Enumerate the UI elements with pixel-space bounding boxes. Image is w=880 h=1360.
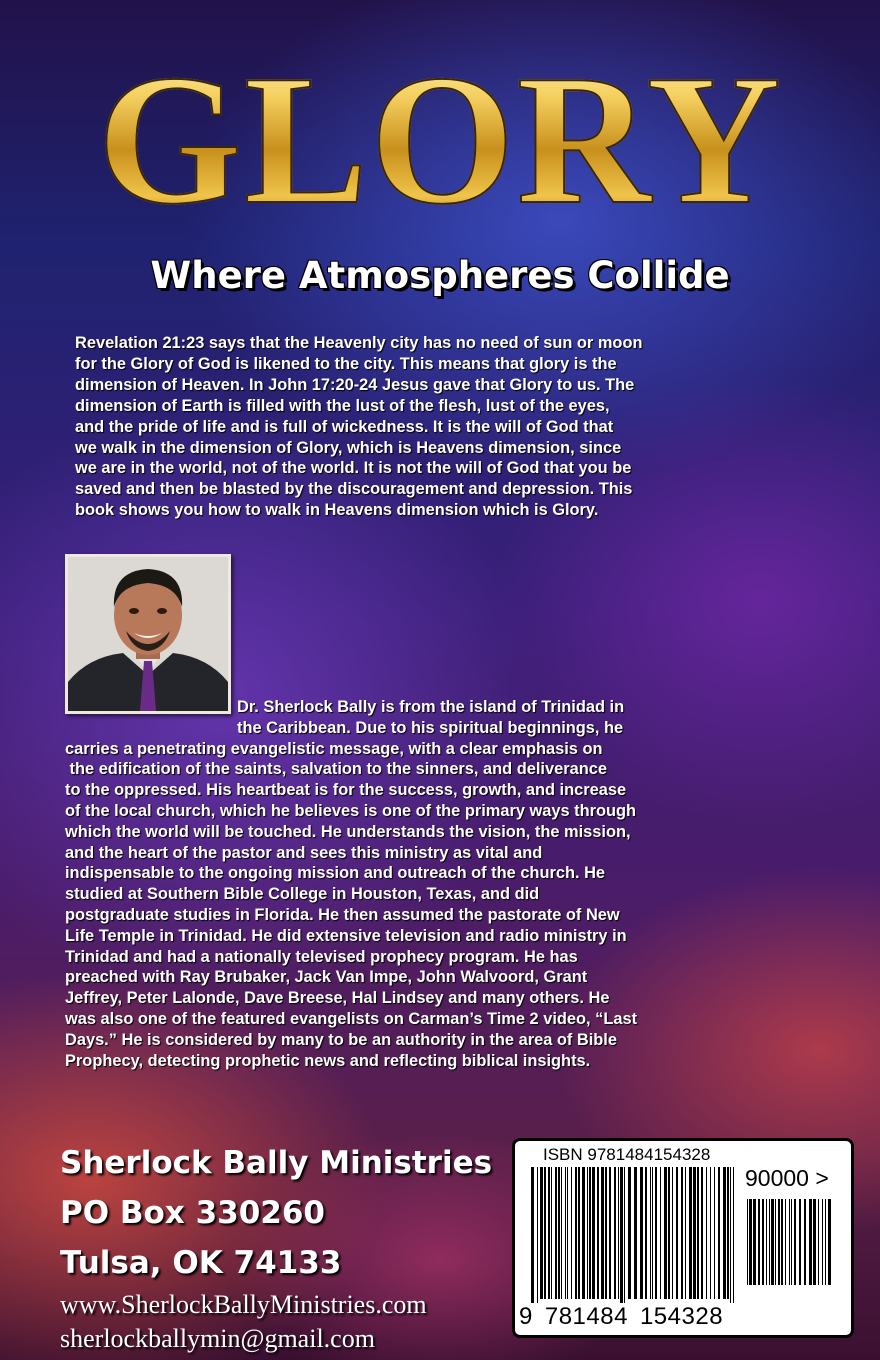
barcode-bar	[753, 1199, 756, 1285]
barcode-bar	[718, 1167, 720, 1299]
bio-line: the edification of the saints, salvation to the sinners, and deliverance	[65, 760, 607, 779]
barcode-bar	[597, 1167, 599, 1299]
barcode-bar	[733, 1167, 734, 1313]
barcode-bar	[531, 1167, 534, 1313]
barcode-bar	[601, 1167, 604, 1299]
barcode-bar	[701, 1167, 703, 1299]
description-line: and the pride of life and is full of wickedness. It is the will of God that	[75, 417, 614, 436]
barcode-bar	[697, 1167, 699, 1299]
bio-line: to the oppressed. His heartbeat is for the success, growth, and increase	[65, 781, 627, 800]
barcode-bar	[672, 1167, 673, 1299]
barcode-bar	[813, 1199, 816, 1285]
barcode-bar	[804, 1199, 806, 1285]
po-box: PO Box 330260	[60, 1195, 325, 1231]
author-photo	[65, 554, 231, 714]
website-link[interactable]: www.SherlockBallyMinistries.com	[60, 1290, 427, 1319]
barcode-digits	[519, 1303, 739, 1331]
barcode-bar	[710, 1167, 711, 1299]
barcode-bar	[685, 1167, 686, 1299]
barcode-bar	[791, 1199, 792, 1285]
barcode-bar	[762, 1199, 764, 1285]
barcode-bar	[789, 1199, 790, 1285]
description-line: dimension of Heaven. In John 17:20-24 Jesus gave that Glory to us. The	[75, 375, 635, 394]
barcode-digit-group: 154328	[639, 1303, 724, 1330]
barcode-lead-digit: 9	[519, 1303, 533, 1330]
bio-line: Jeffrey, Peter Lalonde, Dave Breese, Hal Lindsey and many others. He	[65, 989, 610, 1008]
barcode-bar	[727, 1167, 729, 1299]
barcode-bar	[628, 1167, 631, 1299]
bio-line: Dr. Sherlock Bally is from the island of Trinidad in	[237, 698, 625, 716]
bio-line: Days.” He is considered by many to be an authority in the area of Bible	[65, 1030, 617, 1049]
barcode-bar	[714, 1167, 715, 1299]
barcode-bar	[828, 1199, 831, 1285]
barcode-bar	[758, 1199, 760, 1285]
barcode-bar	[781, 1199, 783, 1285]
barcode-bar	[614, 1167, 616, 1299]
barcode-bar	[551, 1167, 552, 1299]
barcode-bar	[681, 1167, 683, 1299]
barcode-bar	[618, 1167, 619, 1299]
barcode-bar	[660, 1167, 661, 1299]
barcode-bar	[778, 1199, 780, 1285]
bio-line: which the world will be touched. He understands the vision, the mission,	[65, 822, 631, 841]
author-bio	[65, 697, 825, 1071]
bio-line: indispensable to the ongoing mission and outreach of the church. He	[65, 864, 606, 883]
barcode-bar	[624, 1167, 625, 1313]
bio-line: and the heart of the pastor and sees this ministry as vital and	[65, 843, 543, 862]
bio-line: of the local church, which he believes is one of the primary ways through	[65, 801, 637, 820]
barcode-bar	[605, 1167, 607, 1299]
description-line: dimension of Earth is filled with the lust of the flesh, lust of the eyes,	[75, 396, 610, 415]
barcode-bar	[749, 1199, 752, 1285]
barcode-bar	[794, 1199, 796, 1285]
barcode-bar	[723, 1167, 726, 1299]
barcode-bar	[825, 1199, 826, 1285]
barcode-bar	[676, 1167, 678, 1299]
barcode-bar	[799, 1199, 801, 1285]
book-subtitle: Where Atmospheres Collide	[150, 254, 730, 297]
barcode-bar	[565, 1167, 566, 1299]
bio-line: preached with Ray Brubaker, Jack Van Impe, John Walvoord, Grant	[65, 968, 588, 987]
barcode-bar	[620, 1167, 623, 1313]
ean-barcode-bars	[531, 1167, 741, 1313]
barcode-bar	[775, 1199, 776, 1285]
description-line: we walk in the dimension of Glory, which is Heavens dimension, since	[75, 438, 622, 457]
bio-line: was also one of the featured evangelists on Carman’s Time 2 video, “Last	[65, 1009, 638, 1028]
barcode-bar	[540, 1167, 543, 1299]
bio-line: Life Temple in Trinidad. He did extensive television and radio ministry in	[65, 926, 627, 945]
barcode-bar	[609, 1167, 611, 1299]
addon-barcode-bars	[747, 1199, 837, 1327]
barcode-bar	[664, 1167, 667, 1299]
book-title: GLORY	[0, 40, 880, 240]
book-description	[75, 333, 815, 521]
barcode-bar	[769, 1199, 770, 1285]
barcode-bar	[634, 1167, 637, 1299]
barcode-digit-group: 781484	[544, 1303, 628, 1330]
bio-line: postgraduate studies in Florida. He then assumed the pastorate of New	[65, 905, 620, 924]
barcode-bar	[548, 1167, 550, 1299]
barcode-bar	[555, 1167, 557, 1299]
barcode-bar	[668, 1167, 670, 1299]
barcode-bar	[652, 1167, 653, 1299]
barcode-bar	[771, 1199, 774, 1285]
barcode-bar	[655, 1167, 657, 1299]
description-line: Revelation 21:23 says that the Heavenly city has no need of sun or moon	[75, 334, 643, 352]
barcode-bar	[785, 1199, 786, 1285]
barcode-bar	[587, 1167, 588, 1299]
bio-line: the Caribbean. Due to his spiritual beginnings, he	[237, 718, 624, 737]
description-line: we are in the world, not of the world. It is not the will of God that you be	[75, 459, 632, 478]
barcode-bar	[730, 1167, 731, 1313]
price-code: 90000 >	[745, 1165, 829, 1191]
ministry-name: Sherlock Bally Ministries	[60, 1145, 493, 1181]
city-state-zip: Tulsa, OK 74133	[60, 1245, 342, 1281]
contact-block	[60, 1138, 492, 1356]
barcode-bar	[706, 1167, 707, 1299]
barcode-bar	[809, 1199, 812, 1285]
email-link[interactable]: sherlockballymin@gmail.com	[60, 1324, 375, 1353]
barcode-bar	[567, 1167, 568, 1299]
barcode-bar	[544, 1167, 546, 1299]
barcode-bar	[558, 1167, 560, 1299]
barcode-bar	[589, 1167, 591, 1299]
description-line: for the Glory of God is likened to the city. This means that glory is the	[75, 354, 617, 373]
barcode-bar	[818, 1199, 819, 1285]
bio-line: Trinidad and had a nationally televised prophecy program. He has	[65, 947, 578, 966]
barcode-bar	[822, 1199, 823, 1285]
barcode-bar	[640, 1167, 643, 1299]
bio-line: carries a penetrating evangelistic message, with a clear emphasis on	[65, 739, 603, 758]
barcode-bar	[537, 1167, 538, 1313]
author-portrait-icon	[68, 557, 228, 711]
barcode-bar	[689, 1167, 692, 1299]
bio-line: Prophecy, detecting prophetic news and reflecting biblical insights.	[65, 1051, 591, 1070]
barcode-bar	[645, 1167, 647, 1299]
bio-line: studied at Southern Bible College in Houston, Texas, and did	[65, 885, 540, 904]
barcode-bar	[578, 1167, 580, 1299]
barcode-bar	[592, 1167, 595, 1299]
barcode-bar	[747, 1199, 748, 1285]
description-line: book shows you how to walk in Heavens dimension which is Glory.	[75, 501, 599, 520]
barcode-bar	[693, 1167, 696, 1299]
isbn-barcode	[512, 1138, 854, 1338]
description-line: saved and then be blasted by the discouragement and depression. This	[75, 480, 633, 499]
barcode-bar	[561, 1167, 562, 1299]
isbn-label: ISBN 9781484154328	[543, 1145, 711, 1164]
barcode-bar	[582, 1167, 585, 1299]
barcode-bar	[766, 1199, 767, 1285]
barcode-bar	[575, 1167, 577, 1299]
barcode-bar	[571, 1167, 572, 1299]
barcode-bar	[650, 1167, 651, 1299]
